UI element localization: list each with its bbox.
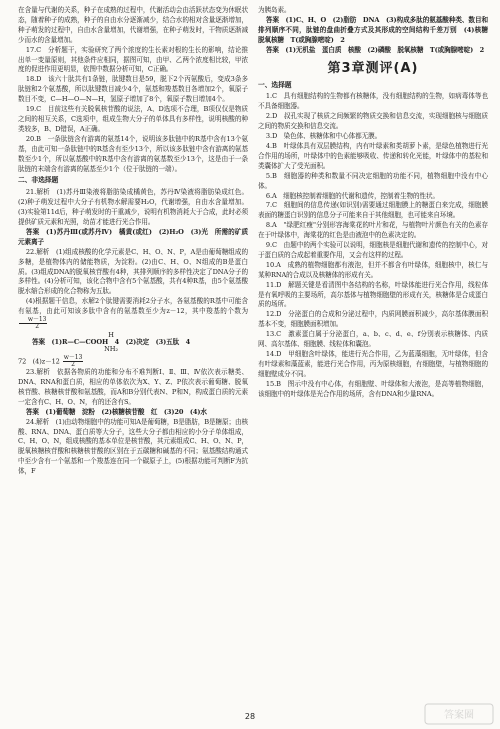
- question-7: 7.C 细胞间的信息传递(如识别)需要通过细胞膜上的糖蛋白来完成，细胞膜表面的糖蛋白识别的信息分子可能来自于其他细胞，也可能来自环境。: [258, 201, 488, 220]
- watermark-logo-icon: [424, 703, 494, 725]
- watermark-text: 答案圈: [444, 710, 474, 721]
- question-18: 18.D 该六十肽共有1条链，肽键数目是59，脱下2个丙氨酸后，变成3条多肽链和2个氨基酸，所以肽键数目减少4个，氨基和羧基数目各增加2个，氧原子数目不变，C—H—O—N—H，氢原子增加了8个，氧原子数目增加4个。: [18, 75, 248, 104]
- formula-structure: H 答案 (1)R—C—COOH 4 (2)决定 (3)五肽 4 NH₂: [32, 331, 191, 354]
- question-14: 14.D 甲细胞含叶绿体，能进行光合作用，乙为蓝藻细胞，无叶绿体，但含有叶绿素和藻蓝素，能进行光合作用，丙为原核细胞，有细胞壁，与植物细胞的细胞壁成分不同。: [258, 350, 488, 378]
- question-23: 23.解析 依据各物质的功能和分布不难判断Ⅰ、Ⅱ、Ⅲ、Ⅳ依次表示糖类、DNA、RNA和蛋白质，相应的单体依次为X、Y、Z、P依次表示葡萄糖、脱氧核苷酸、核糖核苷酸和氨基酸，而A和B分别代表N、P和N，构成蛋白质的元素一定含有C、H、O、N，有的还含有S。: [18, 368, 248, 406]
- question-3: 3.D 染色体、核糖体和中心体都无膜。: [265, 132, 382, 141]
- question-2: 2.D 叔孔实现了核质之间频繁的物质交换和信息交流，实现细胞核与细胞质之间的物质交换和信息交流。: [258, 112, 488, 131]
- paragraph: 在含量与代谢的关系，种子在成熟的过程中，代谢活动会由活跃状态变为休眠状态，随着种子的成熟，种子的自由水分逐渐减少，结合水的相对含量逐渐增加，种子萌发的过程中，自由水含量增加，代谢增强，在种子萌发时，干物质逐渐减少而水的含量增加。: [18, 6, 248, 44]
- left-column: [18, 6, 248, 706]
- question-13: 13.C 激素蛋白属于分泌蛋白，a、b、c、d、e、f分别表示核糖体、内质网、高尔基体、细胞膜、线粒体和囊泡。: [258, 330, 488, 349]
- question-24: 24.解析 (1)由动物细胞中的功能可知A是葡萄糖，B是脂肪，B是糖原；由核酸、RNA、DNA、蛋白质等大分子，这些大分子都由相应的小分子单体组成，C、H、O、N，组成核酸的基本单位是核苷酸，其元素组成C、H、O、N、P，脱氧核糖核苷酸和核糖核苷酸的区别在于五碳糖和碱基的不同；氨基酸结构通式中至少含有一个氨基和一个羧基连在同一个碳原子上，(5)根据功能可判断F为抗体，F: [18, 417, 248, 476]
- question-9: 9.C 由题中的两个实验可以说明，细胞核是细胞代谢和遗传的控制中心，对于蛋白质的合成起着重要作用，又会有这样的过程。: [258, 241, 488, 259]
- page-body: [18, 6, 495, 706]
- answer-25: 答案 (1)无机盐 蛋白质 核酸 (2)磷酸 脱氧核糖 T(或胸腺嘧啶) 2: [265, 45, 485, 54]
- answer-24: 答案 (1)C、H、O (2)脂肪 DNA (3)构成多肽的氨基酸种类、数目和排列顺序不同，肽链的盘曲折叠方式及其形成的空间结构千差万别 (4)核糖 脱氧核糖 T(或胸腺嘧啶) 2: [258, 15, 495, 44]
- question-8: 8.A "绿肥红瘦"分别形容海棠花的叶片和花，与植物叶片颜色有关的色素存在于叶绿体中，海棠花的红色是由液泡中的色素决定的。: [258, 221, 488, 240]
- question-22-b: (4)根据题干信息，水解2个肽键需要消耗2分子水，各氨基酸的R基中可能含有氨基，由此可知该多肽中含有的氨基数至少为z－12，其中羧基的个数为 $\frac{w-13}{2}$: [18, 297, 248, 331]
- section-heading: 一、选择题: [258, 80, 292, 89]
- question-12: 12.D 分泌蛋白的合成和分泌过程中，内质网膜面积减少，高尔基体膜面积基本不变，细胞膜面积增加。: [258, 310, 488, 329]
- question-20: 20.B 一条肽链含有游离的氨基14个，说明该多肽链中的R基中含有13个氨基，由此可知一条肽链中的R基含有至少13个，所以该多肽链中含有游离的氨基数至少1个，所以氨基酸中的R基中含有游离的氨基数至少13个，这是由于一条肽链的末端含有游离的氨基至少1个（位于肽链的一端）。: [18, 134, 248, 173]
- question-6: 6.A 细胞核控制着细胞的代谢和遗传，控制着生物的性状。: [265, 191, 440, 200]
- question-15: 15.B 图示中没有中心体，有细胞壁、叶绿体和大液泡，是高等植物细胞，该细胞中的叶绿体是光合作用的场所，含有DNA和少量RNA。: [258, 379, 488, 398]
- question-4: 4.B 叶绿体具有双层膜结构，内有叶绿素和类胡萝卜素，是绿色植物进行光合作用的场所，叶绿体中的色素能够吸收、传递和转化光能，叶绿体中的基粒和类囊体扩大了受光面积。: [258, 141, 488, 170]
- question-19: 19.C 目前这些有关脱氧核苷酸的说法，A、D选项不合理，B项仅仅是物质之间的相互关系，C选项中，组成生物大分子的单体具有多样性，说明核酸的种类较多，B、D错误，A正确。: [18, 105, 248, 133]
- amino-acid-formula: [30, 332, 248, 353]
- question-17: 17.C 分析题干，实验研究了两个浓度的生长素对根的生长的影响，结论推出单一变量原则，其他条件应相同，据图可知，由甲、乙两个浓度相比较，甲浓度的促进作用更明显，依图中数据分析可知，C正确。: [18, 45, 248, 74]
- question-21: 21.解析 (1)苏丹Ⅲ染液将脂肪染成橘黄色，苏丹Ⅳ染液将脂肪染成红色。(2)种子萌发过程中大分子有机物水解需要H₂O，代谢增强，自由水含量增加。(3)实验第11d后，种子萌发时的干重减少，说明有机物消耗大于合成，此时必须提供矿质元素和光照，幼苗才能进行光合作用。: [18, 188, 248, 227]
- fraction: $\frac{w-13}{2}$: [19, 317, 47, 330]
- right-column: [258, 6, 495, 706]
- question-1: 1.C 具有细胞结构的生物都有核糖体，没有细胞结构的生物，如病毒体等也不具备细胞器。: [258, 92, 488, 111]
- page-number: 28: [244, 712, 256, 721]
- answer-22-cont: 72 (4)z－12 $\frac{w-13}{2}$: [18, 354, 83, 369]
- answer-23: 答案 (1)葡萄糖 淀粉 (2)核糖核苷酸 红 (3)20 (4)水: [25, 407, 207, 416]
- section-heading: 二、非选择题: [18, 176, 59, 185]
- question-22: 22.解析 (1)组成核酸的化学元素是C、H、O、N、P，A是由葡萄糖组成的多糖，是植物体内的储能物质，为淀粉。(2)由C、H、O、N组成的B是蛋白质。(3)组成DNA的脱氧核苷酸有4种，其排列顺序的多样性决定了DNA分子的多样性。(4)分析可知，该化合物中含有5个氨基酸，共有4种R基，由5个氨基酸脱水缩合形成的化合物称为五肽。: [18, 247, 248, 296]
- question-5: 5.B 细胞器的种类和数量不同决定细胞的功能不同，植物细胞中没有中心体。: [258, 171, 488, 190]
- answer-21: 答案 (1)苏丹Ⅲ(或苏丹Ⅳ) 橘黄(或红) (2)H₂O (3)光 所需的矿质元素离子: [18, 227, 248, 246]
- fraction: $\frac{w-13}{2}$: [63, 354, 83, 369]
- paragraph: 为胰岛素。: [258, 6, 291, 14]
- question-11: 11.D 解题关键是看清图中各结构的名称，叶绿体能进行光合作用，线粒体是有氧呼吸的主要场所，高尔基体与植物细胞壁的形成有关，核糖体是合成蛋白质的场所。: [258, 280, 488, 309]
- chapter-title: 第3章测评(A): [327, 60, 419, 76]
- question-10: 10.A 成熟的植物细胞都有液泡，但并不都含有叶绿体，细胞核中，核仁与某种RNA的合成以及核糖体的形成有关。: [258, 260, 488, 279]
